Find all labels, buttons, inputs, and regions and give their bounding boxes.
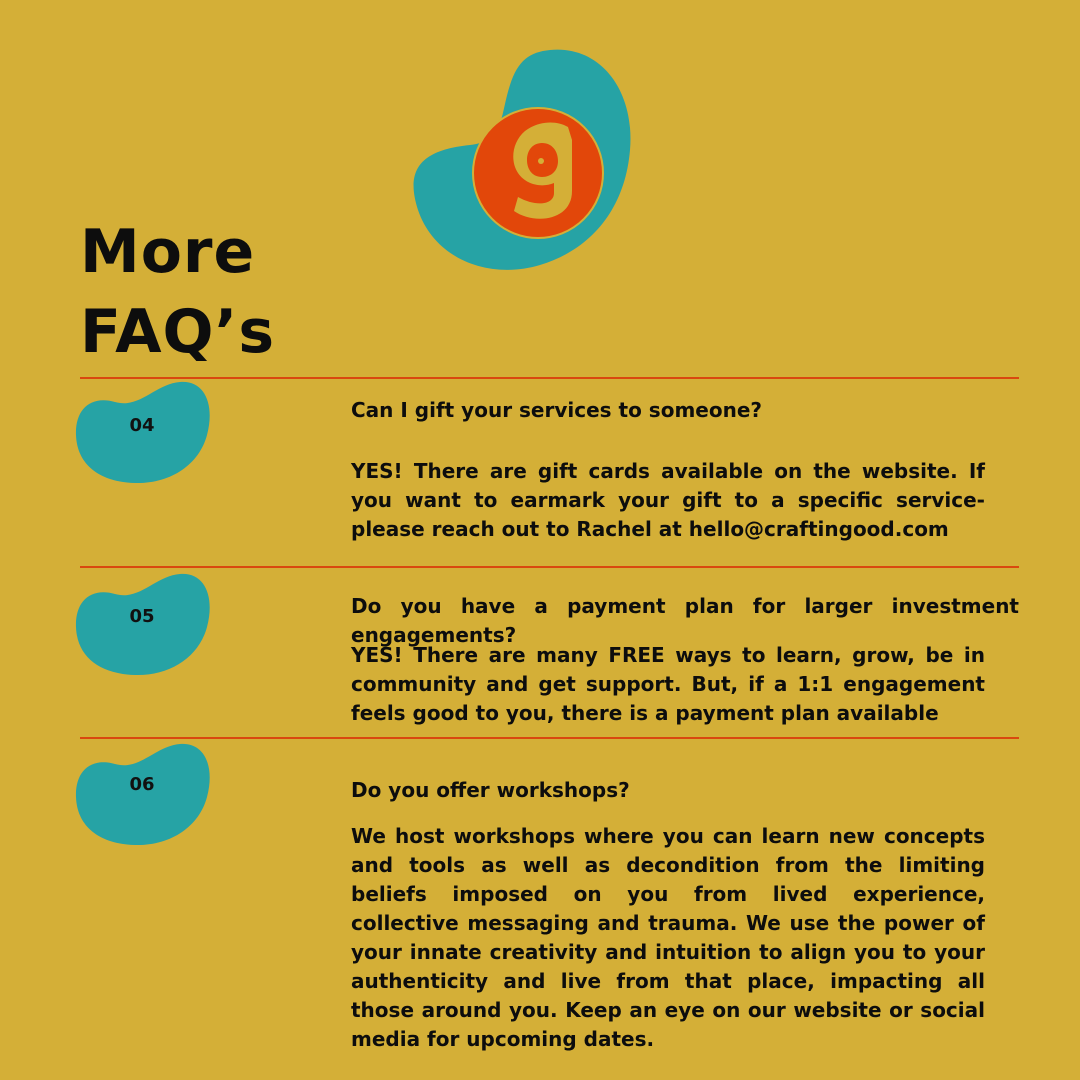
faq-answer: YES! There are many FREE ways to learn, grow, be in community and get support. But, if a 1:1 engagement feels good to you, there is a payment plan available [351, 643, 985, 725]
divider [80, 377, 1019, 379]
faq-number: 06 [129, 774, 155, 795]
title-line-1: More [80, 217, 256, 287]
faq-answer: We host workshops where you can learn new concepts and tools as well as decondition from the limiting beliefs imposed on you from lived experience, collective messaging and trauma. We use the power of your innate creativity and intuition to align you to your authenticity and live from that place, impacting all those around you. Keep an eye on our website or social media for upcoming dates. [351, 824, 985, 1051]
page-title [80, 212, 275, 372]
faq-number: 04 [129, 415, 155, 436]
faq-question: Do you offer workshops? [351, 778, 630, 802]
faq-answer: YES! There are gift cards available on the website. If you want to earmark your gift to a specific service- please reach out to Rachel at hello@craftingood.com [351, 459, 985, 541]
faq-question: Do you have a payment plan for larger investment engagements? [351, 594, 1019, 647]
crafting-good-logo [410, 45, 635, 275]
title-line-2: FAQ’s [80, 297, 276, 367]
divider [80, 566, 1019, 568]
logo-flower-center [538, 158, 544, 164]
faq-number: 05 [129, 606, 155, 627]
faq-question: Can I gift your services to someone? [351, 398, 762, 422]
divider [80, 737, 1019, 739]
